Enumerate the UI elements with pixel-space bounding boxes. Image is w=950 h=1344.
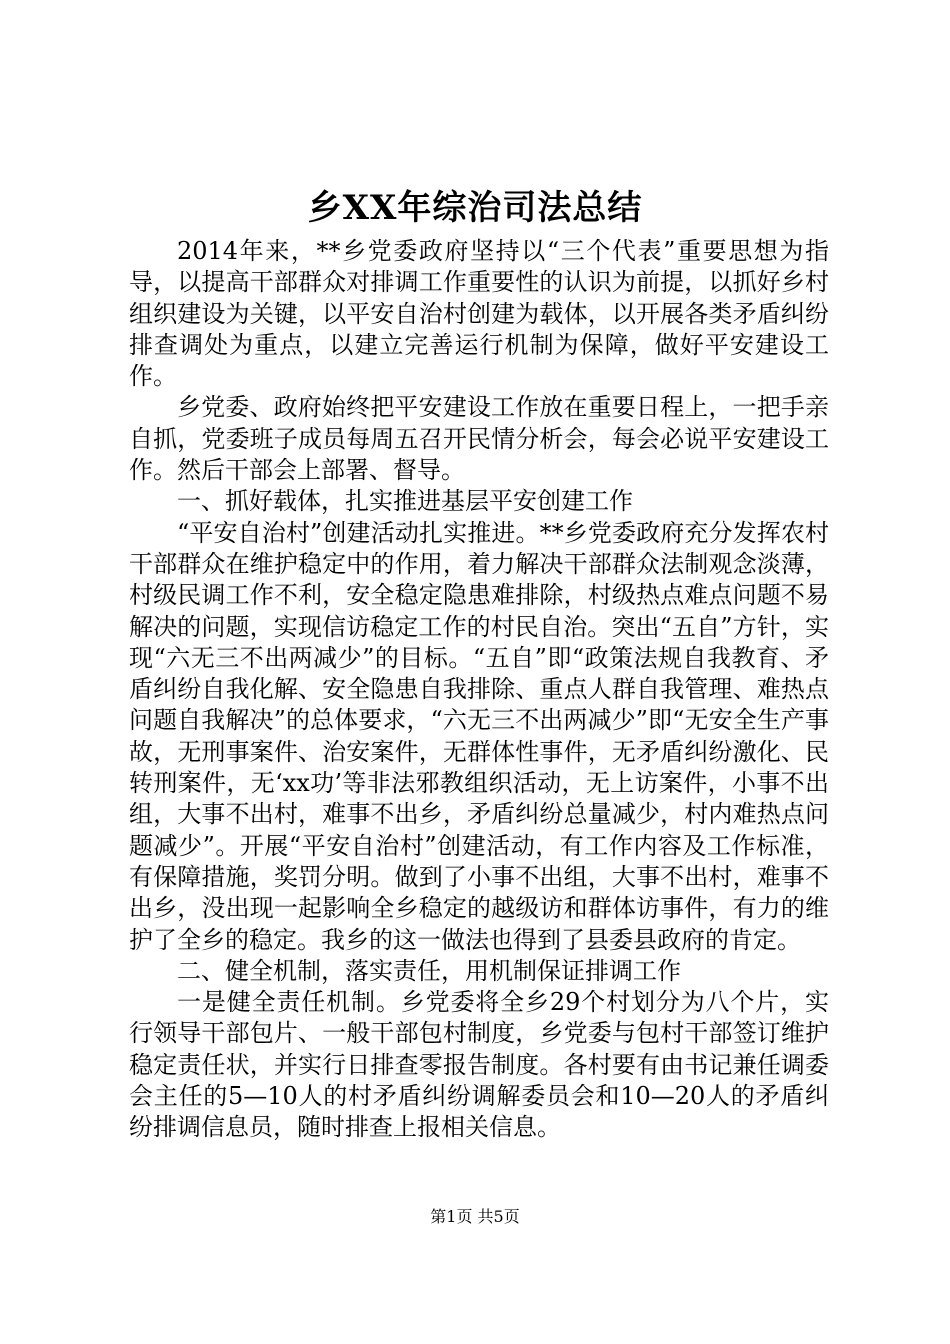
paragraph-responsibility: 一是健全责任机制。乡党委将全乡29个村划分为八个片，实行领导干部包片、一般干部包村制度，乡党委与包村干部签订维护稳定责任状，并实行日排查零报告制度。各村要有由书记兼任调委会主任的5—10人的村矛盾纠纷调解委员会和10—20人的矛盾纠纷排调信息员，随时排查上报相关信息。 (129, 988, 829, 1142)
section-heading-2: 二、健全机制，落实责任，用机制保证排调工作 (177, 956, 681, 985)
paragraph-leadership: 乡党委、政府始终把平安建设工作放在重要日程上，一把手亲自抓，党委班子成员每周五召开民情分析会，每会必说平安建设工作。然后干部会上部署、督导。 (129, 393, 829, 485)
document-body (129, 236, 829, 1144)
page-indicator: 第1页 共5页 (430, 1207, 520, 1226)
document-title: 乡XX年综治司法总结 (307, 188, 643, 228)
paragraph-intro: 2014年来，**乡党委政府坚持以“三个代表”重要思想为指导，以提高干部群众对排调工作重要性的认识为前提，以抓好乡村组织建设为关键，以平安自治村创建为载体，以开展各类矛盾纠纷排查调处为重点，以建立完善运行机制为保障，做好平安建设工作。 (129, 237, 829, 391)
paragraph-safe-village: “平安自治村”创建活动扎实推进。**乡党委政府充分发挥农村干部群众在维护稳定中的作用，着力解决干部群众法制观念淡薄，村级民调工作不利，安全稳定隐患难排除，村级热点难点问题不易解决的问题，实现信访稳定工作的村民自治。突出“五自”方针，实现“六无三不出两减少”的目标。“五自”即“政策法规自我教育、矛盾纠纷自我化解、安全隐患自我排除、重点人群自我管理、难热点问题自我解决”的总体要求，“六无三不出两减少”即“无安全生产事故，无刑事案件、治安案件，无群体性事件，无矛盾纠纷激化、民转刑案件，无‘xx功’等非法邪教组织活动，无上访案件，小事不出组，大事不出村，难事不出乡，矛盾纠纷总量减少，村内难热点问题减少”。开展“平安自治村”创建活动，有工作内容及工作标准，有保障措施，奖罚分明。做到了小事不出组，大事不出村，难事不出乡，没出现一起影响全乡稳定的越级访和群体访事件，有力的维护了全乡的稳定。我乡的这一做法也得到了县委县政府的肯定。 (129, 518, 829, 954)
section-heading-1: 一、抓好载体，扎实推进基层平安创建工作 (177, 487, 633, 516)
